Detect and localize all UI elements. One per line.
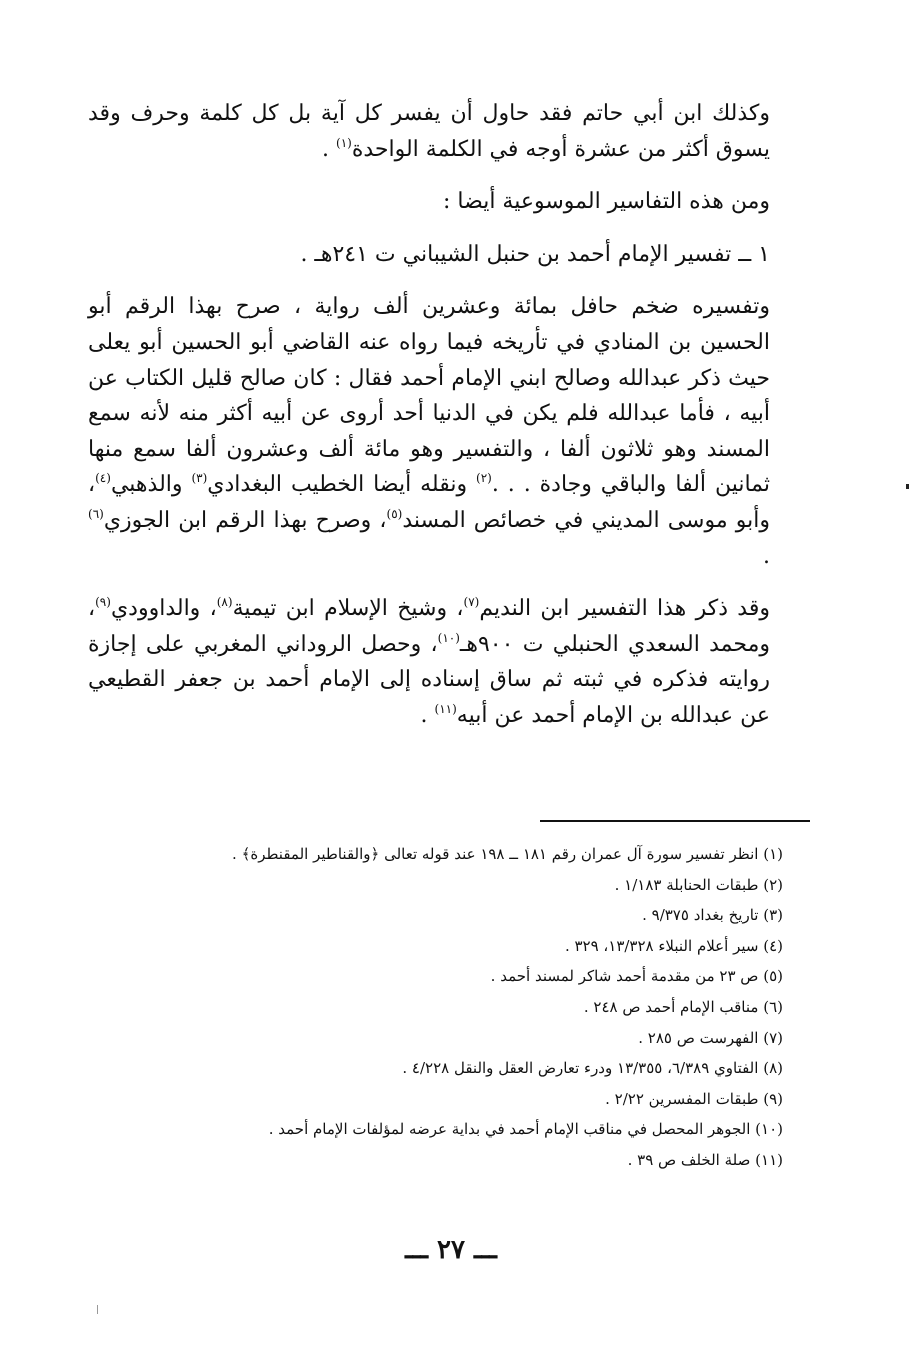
text-line: المسند وهو ثلاثون ألفا ، والتفسير وهو مائة ألف وعشرون ألفا سمع منها ثمانين [88, 436, 771, 498]
footnote-number: (٢) [763, 875, 783, 894]
text-line: ١ ــ تفسير الإمام أحمد بن حنبل الشيباني ت ٢٤١هـ . [300, 241, 770, 267]
text-line: ألفا والباقي وجادة . . . [491, 472, 707, 498]
text-line: ومن هذه التفاسير الموسوعية أيضا : [443, 189, 770, 215]
footnote [190, 931, 783, 962]
paragraph-encyclopedic-intro [88, 184, 808, 220]
footnote-number: (٨) [763, 1059, 783, 1078]
footnote-number: (٩) [763, 1089, 783, 1108]
footnote [190, 992, 783, 1023]
text-line: الحسين بن المنادي في تأريخه فيما رواه عنه القاضي أبو الحسين أبو يعلى [88, 329, 770, 355]
footnote-ref: (٧) [463, 595, 480, 610]
paragraph-mentions [88, 591, 808, 733]
footnote-text: طبقات الحنابلة ١/١٨٣ . [614, 875, 759, 894]
footnote-ref: (١١) [434, 701, 457, 716]
footnote-text: ص ٢٣ من مقدمة أحمد شاكر لمسند أحمد . [490, 967, 759, 986]
footnote [190, 1145, 783, 1176]
footnote-ref: (٤) [95, 471, 111, 486]
text-line: حيث ذكر عبدالله وصالح ابني الإمام أحمد فقال : كان صالح قليل الكتاب عن [88, 365, 770, 391]
footnote [190, 961, 783, 992]
footnote-ref: (٣) [191, 471, 208, 486]
footnote-ref: (٨) [216, 595, 233, 610]
text-line: ، وأبو [88, 472, 770, 533]
text-line: موسى المديني في خصائص المسند [402, 507, 728, 533]
footnote-text: سير أعلام النبلاء ١٣/٣٢٨، ٣٢٩ . [564, 936, 759, 955]
footnote [190, 839, 783, 870]
footnote-number: (١٠) [755, 1120, 783, 1139]
text-line: يسوق أكثر من عشرة أوجه في الكلمة الواحدة [351, 136, 770, 162]
scan-speck [906, 484, 909, 489]
text-line: ، وحصل الروداني [276, 631, 438, 657]
text-line: وكذلك ابن أبي حاتم فقد حاول أن يفسر كل آية بل كل كلمة وحرف وقد [88, 101, 770, 126]
footnote-number: (٦) [763, 997, 783, 1016]
text-line: جعفر القطيعي عن عبدالله بن الإمام أحمد عن أبيه [88, 667, 770, 728]
footnote-text: طبقات المفسرين ٢/٢٢ . [605, 1089, 759, 1108]
footnote [190, 900, 783, 931]
footnote-number: (٣) [763, 906, 783, 925]
footnote-text: الفهرست ص ٢٨٥ . [638, 1028, 759, 1047]
text-line: أبيه ، فأما عبدالله فلم يكن في الدنيا أحد أروى عن أبيه أكثر منه لأنه سمع [88, 401, 770, 427]
text-line: ونقله أيضا الخطيب البغدادي [207, 472, 468, 498]
footnote [190, 1084, 783, 1115]
footnote-separator [540, 820, 810, 822]
main-text [88, 96, 808, 734]
text-line: ، ومحمد السعدي الحنبلي ت ٩٠٠هـ [88, 596, 771, 657]
footnote-text: صلة الخلف ص ٣٩ . [627, 1150, 751, 1169]
text-line: ، وشيخ الإسلام ابن تيمية [232, 596, 464, 622]
footnote-number: (١١) [755, 1150, 783, 1169]
paragraph-ibn-abi-hatim [88, 96, 808, 167]
footnote-ref: (٦) [88, 506, 104, 521]
text-line: ، وصرح بهذا الرقم ابن الجوزي [103, 507, 387, 533]
footnotes [190, 839, 783, 1176]
footnote [190, 1114, 783, 1145]
footnote-text: الجوهر المحصل في مناقب الإمام أحمد في بداية عرضه لمؤلفات الإمام أحمد . [268, 1120, 751, 1139]
full-stop: . [322, 136, 336, 162]
footnote-text: انظر تفسير سورة آل عمران رقم ١٨١ ــ ١٩٨ عند قوله تعالى ﴿والقناطير المقنطرة﴾ . [232, 845, 759, 863]
footnote-ref: (١) [336, 135, 352, 150]
footnote-ref: (١٠) [437, 630, 460, 645]
text-line: وقد ذكر هذا التفسير ابن النديم [479, 596, 770, 622]
full-stop: . [420, 702, 435, 728]
page-number: ـــ ٢٧ ـــ [405, 1235, 497, 1265]
footnote-number: (٤) [763, 936, 783, 955]
full-stop: . [763, 543, 770, 569]
footnote-ref: (٥) [386, 506, 403, 521]
text-line: والذهبي [110, 472, 183, 498]
footnote-number: (٥) [763, 967, 783, 986]
footnote [190, 1023, 783, 1054]
text-line: والداوودي [110, 596, 201, 622]
section-heading [88, 237, 808, 273]
footnote-ref: (٩) [95, 595, 111, 610]
text-line: ، [209, 596, 217, 622]
paragraph-tafsir-description [88, 289, 808, 574]
text-line: المغربي على إجازة روايته فذكره في ثبته ثم ساق إسناده إلى الإمام أحمد بن [88, 631, 770, 693]
footnote-number: (٧) [763, 1028, 783, 1047]
footnote-number: (١) [763, 845, 783, 863]
text-line: وتفسيره ضخم حافل بمائة وعشرين ألف رواية ، صرح بهذا الرقم أبو [88, 294, 770, 320]
footnote [190, 1053, 783, 1084]
footnote [190, 870, 783, 901]
footnote-text: مناقب الإمام أحمد ص ٢٤٨ . [583, 997, 759, 1016]
footnote-text: الفتاوي ٦/٣٨٩، ١٣/٣٥٥ ودرء تعارض العقل والنقل ٤/٢٢٨ . [402, 1059, 759, 1078]
scan-speck [97, 1305, 98, 1314]
footnote-ref: (٢) [476, 471, 492, 486]
footnote-text: تاريخ بغداد ٩/٣٧٥ . [642, 906, 759, 925]
